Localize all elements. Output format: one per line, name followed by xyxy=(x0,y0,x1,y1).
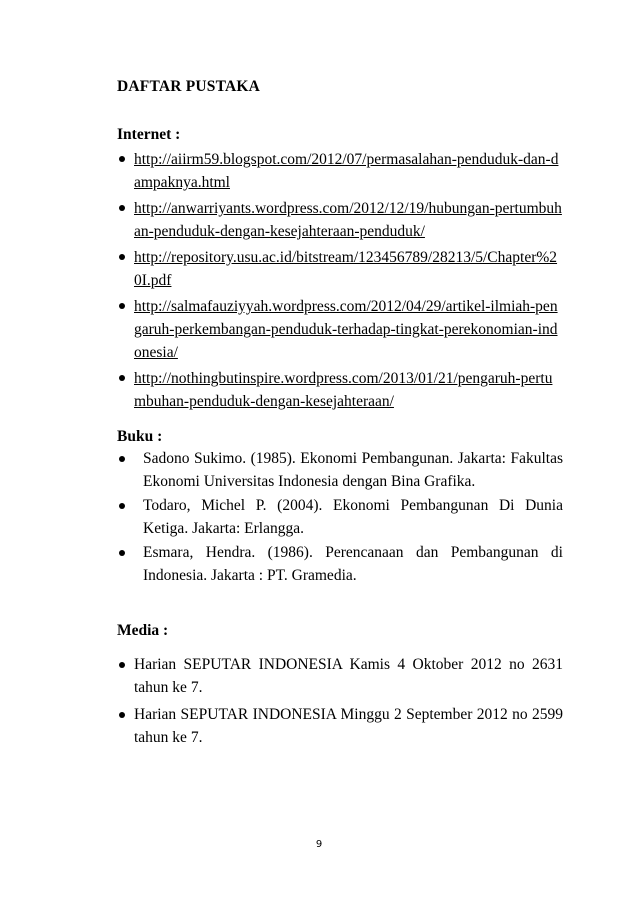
page-number: 9 xyxy=(315,839,323,850)
reference-link[interactable]: http://salmafauziyyah.wordpress.com/2012/04/29/artikel-ilmiah-pengaruh-perkembangan-penduduk-terhadap-tingkat-perekonomian-indonesia/ xyxy=(134,298,558,361)
reference-link[interactable]: http://aiirm59.blogspot.com/2012/07/permasalahan-penduduk-dan-dampaknya.html xyxy=(134,151,559,191)
list-item xyxy=(117,295,563,364)
bullet-icon xyxy=(119,205,125,211)
list-item xyxy=(117,541,563,587)
media-reference: Harian SEPUTAR INDONESIA Kamis 4 Oktober 2012 no 2631 tahun ke 7. xyxy=(134,656,563,696)
bullet-icon xyxy=(119,456,125,462)
bullet-icon xyxy=(119,712,125,718)
reference-link[interactable]: http://nothingbutinspire.wordpress.com/2013/01/21/pengaruh-pertumbuhan-penduduk-dengan-kesejahteraan/ xyxy=(134,370,553,410)
list-item xyxy=(117,367,563,413)
list-item xyxy=(117,653,563,699)
reference-link[interactable]: http://anwarriyants.wordpress.com/2012/12/19/hubungan-pertumbuhan-penduduk-dengan-kesejahteraan-penduduk/ xyxy=(134,200,562,240)
bullet-icon xyxy=(119,375,125,381)
list-item xyxy=(117,197,563,243)
list-item xyxy=(117,703,563,749)
bullet-icon xyxy=(119,303,125,309)
internet-reference-list xyxy=(117,148,563,416)
page-title: DAFTAR PUSTAKA xyxy=(117,78,261,95)
bullet-icon xyxy=(119,254,125,260)
book-reference-list xyxy=(117,447,563,588)
list-item xyxy=(117,447,563,493)
reference-link[interactable]: http://repository.usu.ac.id/bitstream/123456789/28213/5/Chapter%20I.pdf xyxy=(134,249,558,289)
media-reference: Harian SEPUTAR INDONESIA Minggu 2 September 2012 no 2599 tahun ke 7. xyxy=(134,706,563,746)
book-reference: Sadono Sukimo. (1985). Ekonomi Pembangunan. Jakarta: Fakultas Ekonomi Universitas Indonesia dengan Bina Grafika. xyxy=(143,450,563,490)
buku-heading: Buku : xyxy=(117,428,163,445)
bullet-icon xyxy=(119,156,125,162)
internet-heading: Internet : xyxy=(117,126,181,143)
media-heading: Media : xyxy=(117,622,169,639)
media-reference-list xyxy=(117,653,563,753)
list-item xyxy=(117,246,563,292)
bullet-icon xyxy=(119,662,125,668)
book-reference: Todaro, Michel P. (2004). Ekonomi Pembangunan Di Dunia Ketiga. Jakarta: Erlangga. xyxy=(143,497,563,537)
book-reference: Esmara, Hendra. (1986). Perencanaan dan Pembangunan di Indonesia. Jakarta : PT. Gramedia. xyxy=(143,544,563,584)
bullet-icon xyxy=(119,503,125,509)
bullet-icon xyxy=(119,550,125,556)
list-item xyxy=(117,148,563,194)
list-item xyxy=(117,494,563,540)
